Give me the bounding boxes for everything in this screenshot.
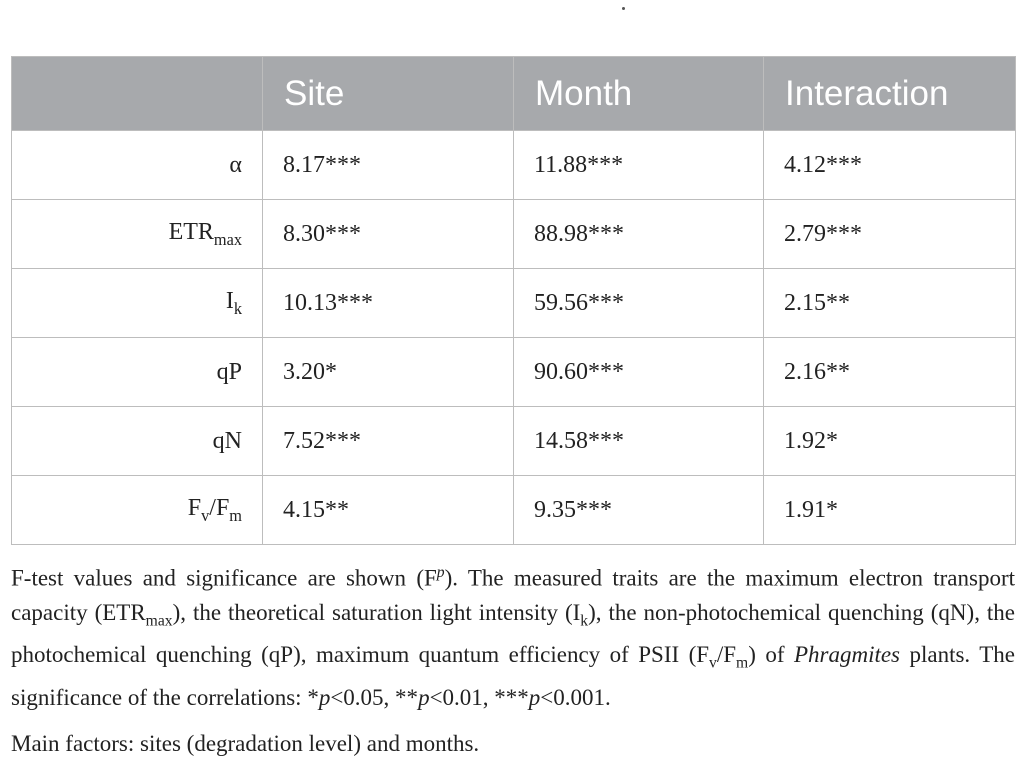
table-row — [12, 407, 1016, 476]
month-value: 59.56*** — [514, 269, 764, 338]
interaction-value: 2.16** — [764, 338, 1016, 407]
trait-label: α — [12, 131, 263, 200]
interaction-value: 2.79*** — [764, 200, 1016, 269]
table-row — [12, 131, 1016, 200]
site-value: 10.13*** — [263, 269, 514, 338]
site-value: 8.17*** — [263, 131, 514, 200]
site-value: 7.52*** — [263, 407, 514, 476]
header-site: Site — [263, 57, 514, 131]
table-footnote: F-test values and significance are shown $(F^p)$. The measured traits are the maximum electron transport capacity $(ETR_{max})$, the theoretical saturation light intensity $(I_k)$, the non-photochemical quenching (qN), the photochemical quenching (qP), maximum quantum efficiency of PSII $(F_v/F_m)$ of Phragmites plants. The significance of the correlations: *p<0.05, **p<0.01, ***p<0.001. — [11, 564, 1016, 710]
trait-label: $F_v/F_m$ — [12, 476, 263, 545]
interaction-value: 1.91* — [764, 476, 1016, 545]
stray-dot — [622, 7, 625, 10]
trait-label: $I_k$ — [12, 269, 263, 338]
month-value: 9.35*** — [514, 476, 764, 545]
site-value: 3.20* — [263, 338, 514, 407]
trait-label: $ETR_{max}$ — [12, 200, 263, 269]
month-value: 14.58*** — [514, 407, 764, 476]
trait-label: qN — [12, 407, 263, 476]
table-row — [12, 269, 1016, 338]
main-factors-note: Main factors: sites (degradation level) and months. — [11, 731, 480, 756]
month-value: 90.60*** — [514, 338, 764, 407]
trait-label: qP — [12, 338, 263, 407]
table-row — [12, 338, 1016, 407]
table-header-row — [12, 57, 1016, 131]
interaction-value: 1.92* — [764, 407, 1016, 476]
site-value: 4.15** — [263, 476, 514, 545]
header-trait — [12, 57, 263, 131]
anova-table — [11, 56, 1016, 545]
site-value: 8.30*** — [263, 200, 514, 269]
table-row — [12, 200, 1016, 269]
interaction-value: 4.12*** — [764, 131, 1016, 200]
month-value: 88.98*** — [514, 200, 764, 269]
month-value: 11.88*** — [514, 131, 764, 200]
header-month: Month — [514, 57, 764, 131]
header-interaction: Interaction — [764, 57, 1016, 131]
interaction-value: 2.15** — [764, 269, 1016, 338]
table-row — [12, 476, 1016, 545]
